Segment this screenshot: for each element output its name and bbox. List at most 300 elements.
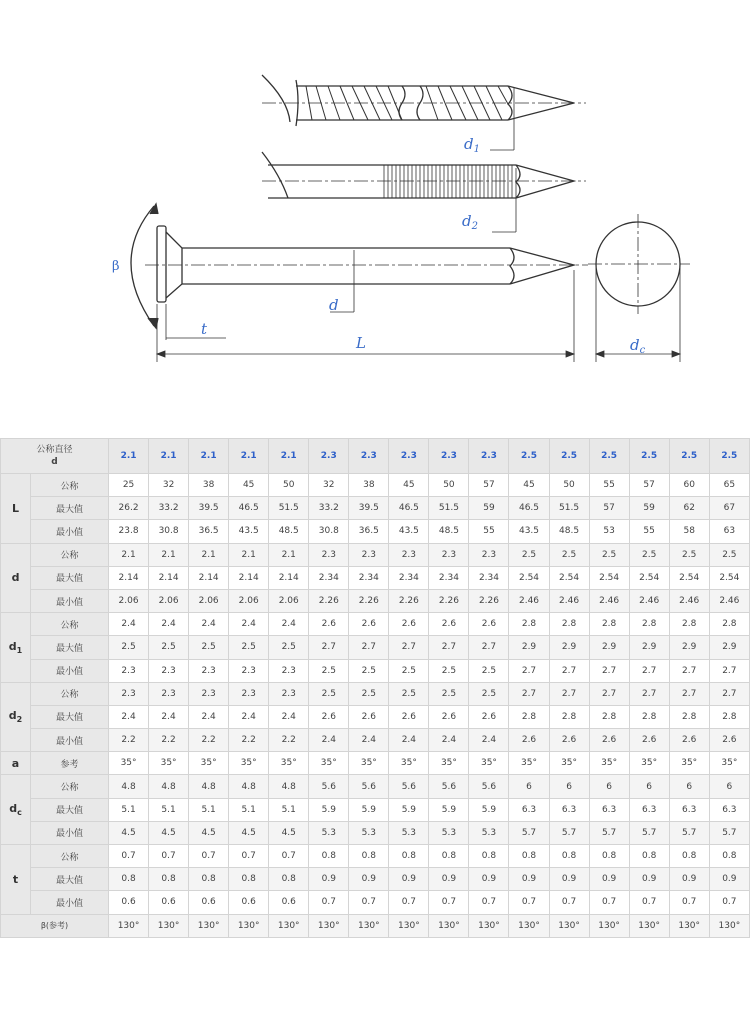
group-symbol-cell bbox=[1, 775, 31, 845]
value-cell: 2.5 bbox=[469, 682, 509, 705]
value-cell: 0.7 bbox=[109, 845, 149, 868]
value-cell: 35° bbox=[109, 752, 149, 775]
value-cell: 2.5 bbox=[349, 659, 389, 682]
value-cell: 48.5 bbox=[269, 520, 309, 543]
row-label-cell: 公称 bbox=[31, 845, 109, 868]
value-cell: 2.6 bbox=[589, 729, 629, 752]
value-cell: 55 bbox=[629, 520, 669, 543]
value-cell: 5.1 bbox=[149, 798, 189, 821]
size-header-cell: 2.5 bbox=[589, 439, 629, 474]
label-d: d bbox=[329, 296, 339, 314]
table-row bbox=[1, 474, 750, 497]
value-cell: 35° bbox=[589, 752, 629, 775]
value-cell: 5.9 bbox=[309, 798, 349, 821]
value-cell: 0.9 bbox=[709, 868, 749, 891]
value-cell: 4.8 bbox=[229, 775, 269, 798]
value-cell: 2.5 bbox=[669, 543, 709, 566]
value-cell: 2.7 bbox=[549, 682, 589, 705]
table-row bbox=[1, 682, 750, 705]
value-cell: 0.9 bbox=[389, 868, 429, 891]
value-cell: 2.7 bbox=[709, 659, 749, 682]
value-cell: 0.8 bbox=[149, 868, 189, 891]
value-cell: 2.54 bbox=[589, 566, 629, 589]
value-cell: 0.8 bbox=[229, 868, 269, 891]
value-cell: 2.54 bbox=[549, 566, 589, 589]
value-cell: 2.5 bbox=[109, 636, 149, 659]
value-cell: 35° bbox=[429, 752, 469, 775]
value-cell: 4.8 bbox=[269, 775, 309, 798]
value-cell: 0.9 bbox=[669, 868, 709, 891]
value-cell: 130° bbox=[109, 914, 149, 937]
value-cell: 130° bbox=[229, 914, 269, 937]
size-header-cell: 2.5 bbox=[549, 439, 589, 474]
value-cell: 2.7 bbox=[589, 682, 629, 705]
value-cell: 32 bbox=[149, 474, 189, 497]
value-cell: 2.3 bbox=[109, 682, 149, 705]
value-cell: 2.3 bbox=[429, 543, 469, 566]
value-cell: 0.8 bbox=[629, 845, 669, 868]
value-cell: 4.8 bbox=[189, 775, 229, 798]
table-row bbox=[1, 636, 750, 659]
value-cell: 2.6 bbox=[429, 705, 469, 728]
row-label-cell: 最小值 bbox=[31, 659, 109, 682]
value-cell: 5.9 bbox=[429, 798, 469, 821]
value-cell: 2.3 bbox=[269, 682, 309, 705]
value-cell: 0.7 bbox=[269, 845, 309, 868]
label-d2: $d_2$ bbox=[462, 212, 478, 232]
table-row bbox=[1, 659, 750, 682]
value-cell: 2.7 bbox=[709, 682, 749, 705]
value-cell: 35° bbox=[549, 752, 589, 775]
value-cell: 2.6 bbox=[709, 729, 749, 752]
value-cell: 2.06 bbox=[109, 589, 149, 612]
value-cell: 2.6 bbox=[389, 705, 429, 728]
group-symbol-cell bbox=[1, 543, 31, 613]
value-cell: 2.8 bbox=[549, 705, 589, 728]
value-cell: 25 bbox=[109, 474, 149, 497]
value-cell: 2.3 bbox=[469, 543, 509, 566]
value-cell: 2.9 bbox=[549, 636, 589, 659]
value-cell: 2.6 bbox=[349, 613, 389, 636]
value-cell: 0.9 bbox=[629, 868, 669, 891]
value-cell: 2.06 bbox=[149, 589, 189, 612]
value-cell: 0.7 bbox=[509, 891, 549, 914]
value-cell: 2.1 bbox=[269, 543, 309, 566]
value-cell: 2.14 bbox=[269, 566, 309, 589]
value-cell: 2.7 bbox=[389, 636, 429, 659]
value-cell: 2.06 bbox=[269, 589, 309, 612]
value-cell: 2.8 bbox=[669, 705, 709, 728]
group-symbol-cell bbox=[1, 752, 31, 775]
value-cell: 48.5 bbox=[549, 520, 589, 543]
value-cell: 2.2 bbox=[229, 729, 269, 752]
value-cell: 2.4 bbox=[269, 613, 309, 636]
table-row bbox=[1, 705, 750, 728]
value-cell: 5.3 bbox=[309, 821, 349, 844]
value-cell: 2.5 bbox=[149, 636, 189, 659]
value-cell: 2.4 bbox=[389, 729, 429, 752]
value-cell: 2.14 bbox=[229, 566, 269, 589]
value-cell: 0.9 bbox=[549, 868, 589, 891]
value-cell: 2.1 bbox=[189, 543, 229, 566]
value-cell: 2.7 bbox=[509, 682, 549, 705]
value-cell: 2.7 bbox=[629, 659, 669, 682]
value-cell: 35° bbox=[229, 752, 269, 775]
label-L: L bbox=[356, 334, 366, 352]
value-cell: 67 bbox=[709, 497, 749, 520]
value-cell: 35° bbox=[669, 752, 709, 775]
value-cell: 2.5 bbox=[269, 636, 309, 659]
value-cell: 6 bbox=[589, 775, 629, 798]
row-label-cell: 最大值 bbox=[31, 868, 109, 891]
size-header-cell: 2.5 bbox=[509, 439, 549, 474]
value-cell: 50 bbox=[269, 474, 309, 497]
value-cell: 0.6 bbox=[229, 891, 269, 914]
value-cell: 2.7 bbox=[629, 682, 669, 705]
label-t: t bbox=[201, 320, 208, 338]
value-cell: 36.5 bbox=[349, 520, 389, 543]
group-symbol-cell bbox=[1, 845, 31, 915]
group-symbol-cell bbox=[1, 613, 31, 683]
value-cell: 0.6 bbox=[269, 891, 309, 914]
value-cell: 2.7 bbox=[429, 636, 469, 659]
value-cell: 57 bbox=[589, 497, 629, 520]
row-label-cell: 最小值 bbox=[31, 821, 109, 844]
value-cell: 5.6 bbox=[309, 775, 349, 798]
value-cell: 0.7 bbox=[469, 891, 509, 914]
value-cell: 6 bbox=[669, 775, 709, 798]
value-cell: 2.46 bbox=[709, 589, 749, 612]
value-cell: 2.8 bbox=[509, 705, 549, 728]
value-cell: 2.7 bbox=[669, 682, 709, 705]
value-cell: 38 bbox=[189, 474, 229, 497]
value-cell: 2.46 bbox=[629, 589, 669, 612]
value-cell: 5.7 bbox=[589, 821, 629, 844]
value-cell: 2.3 bbox=[149, 682, 189, 705]
value-cell: 5.6 bbox=[469, 775, 509, 798]
value-cell: 0.7 bbox=[309, 891, 349, 914]
value-cell: 33.2 bbox=[309, 497, 349, 520]
value-cell: 5.7 bbox=[709, 821, 749, 844]
value-cell: 48.5 bbox=[429, 520, 469, 543]
group-symbol-sub: 2 bbox=[16, 715, 23, 725]
value-cell: 130° bbox=[709, 914, 749, 937]
value-cell: 2.9 bbox=[669, 636, 709, 659]
value-cell: 2.3 bbox=[109, 659, 149, 682]
value-cell: 2.5 bbox=[709, 543, 749, 566]
value-cell: 130° bbox=[549, 914, 589, 937]
value-cell: 2.5 bbox=[469, 659, 509, 682]
value-cell: 5.3 bbox=[429, 821, 469, 844]
value-cell: 0.8 bbox=[669, 845, 709, 868]
row-label-cell: 公称 bbox=[31, 543, 109, 566]
value-cell: 57 bbox=[629, 474, 669, 497]
value-cell: 130° bbox=[149, 914, 189, 937]
value-cell: 2.4 bbox=[469, 729, 509, 752]
value-cell: 55 bbox=[469, 520, 509, 543]
table-row bbox=[1, 891, 750, 914]
table-row bbox=[1, 821, 750, 844]
value-cell: 0.7 bbox=[589, 891, 629, 914]
value-cell: 2.54 bbox=[669, 566, 709, 589]
value-cell: 2.4 bbox=[229, 613, 269, 636]
value-cell: 2.4 bbox=[149, 613, 189, 636]
value-cell: 6 bbox=[709, 775, 749, 798]
value-cell: 2.2 bbox=[109, 729, 149, 752]
value-cell: 2.6 bbox=[309, 613, 349, 636]
value-cell: 2.34 bbox=[309, 566, 349, 589]
value-cell: 0.9 bbox=[509, 868, 549, 891]
row-label-cell: 公称 bbox=[31, 775, 109, 798]
value-cell: 2.4 bbox=[429, 729, 469, 752]
table-corner-cell bbox=[1, 439, 109, 474]
value-cell: 2.6 bbox=[469, 705, 509, 728]
value-cell: 2.8 bbox=[629, 705, 669, 728]
value-cell: 6.3 bbox=[509, 798, 549, 821]
value-cell: 50 bbox=[429, 474, 469, 497]
value-cell: 59 bbox=[469, 497, 509, 520]
value-cell: 130° bbox=[189, 914, 229, 937]
label-dc: $d_c$ bbox=[630, 336, 646, 356]
value-cell: 6.3 bbox=[549, 798, 589, 821]
value-cell: 2.5 bbox=[389, 659, 429, 682]
value-cell: 0.7 bbox=[549, 891, 589, 914]
value-cell: 2.4 bbox=[189, 705, 229, 728]
group-symbol-sub: 1 bbox=[16, 646, 23, 655]
value-cell: 2.06 bbox=[229, 589, 269, 612]
table-row bbox=[1, 914, 750, 937]
value-cell: 0.7 bbox=[709, 891, 749, 914]
value-cell: 35° bbox=[149, 752, 189, 775]
value-cell: 0.6 bbox=[189, 891, 229, 914]
row-label-cell: 最小值 bbox=[31, 520, 109, 543]
value-cell: 2.54 bbox=[709, 566, 749, 589]
group-symbol-cell bbox=[1, 682, 31, 752]
value-cell: 58 bbox=[669, 520, 709, 543]
corner-label: 公称直径 bbox=[36, 445, 73, 455]
value-cell: 6.3 bbox=[669, 798, 709, 821]
table-row bbox=[1, 868, 750, 891]
value-cell: 43.5 bbox=[509, 520, 549, 543]
value-cell: 2.46 bbox=[589, 589, 629, 612]
size-header-cell: 2.5 bbox=[709, 439, 749, 474]
value-cell: 2.14 bbox=[189, 566, 229, 589]
value-cell: 2.8 bbox=[709, 613, 749, 636]
value-cell: 0.6 bbox=[149, 891, 189, 914]
value-cell: 2.1 bbox=[149, 543, 189, 566]
value-cell: 46.5 bbox=[389, 497, 429, 520]
value-cell: 2.3 bbox=[189, 682, 229, 705]
value-cell: 0.8 bbox=[509, 845, 549, 868]
value-cell: 2.2 bbox=[269, 729, 309, 752]
value-cell: 130° bbox=[629, 914, 669, 937]
group-symbol: d bbox=[11, 571, 20, 585]
value-cell: 2.7 bbox=[589, 659, 629, 682]
label-beta: β bbox=[112, 259, 120, 274]
value-cell: 4.5 bbox=[229, 821, 269, 844]
value-cell: 2.3 bbox=[229, 682, 269, 705]
value-cell: 130° bbox=[389, 914, 429, 937]
value-cell: 2.46 bbox=[509, 589, 549, 612]
value-cell: 2.8 bbox=[509, 613, 549, 636]
size-header-cell: 2.5 bbox=[669, 439, 709, 474]
value-cell: 130° bbox=[469, 914, 509, 937]
value-cell: 2.9 bbox=[589, 636, 629, 659]
value-cell: 130° bbox=[669, 914, 709, 937]
value-cell: 2.14 bbox=[149, 566, 189, 589]
value-cell: 2.5 bbox=[429, 682, 469, 705]
value-cell: 6.3 bbox=[589, 798, 629, 821]
size-header-cell: 2.1 bbox=[269, 439, 309, 474]
value-cell: 130° bbox=[309, 914, 349, 937]
value-cell: 2.1 bbox=[109, 543, 149, 566]
value-cell: 0.8 bbox=[549, 845, 589, 868]
value-cell: 2.46 bbox=[669, 589, 709, 612]
value-cell: 0.8 bbox=[189, 868, 229, 891]
value-cell: 4.5 bbox=[189, 821, 229, 844]
value-cell: 35° bbox=[509, 752, 549, 775]
value-cell: 4.8 bbox=[149, 775, 189, 798]
value-cell: 2.4 bbox=[109, 705, 149, 728]
size-header-cell: 2.3 bbox=[349, 439, 389, 474]
value-cell: 63 bbox=[709, 520, 749, 543]
value-cell: 5.6 bbox=[389, 775, 429, 798]
size-header-cell: 2.5 bbox=[629, 439, 669, 474]
value-cell: 43.5 bbox=[389, 520, 429, 543]
value-cell: 0.7 bbox=[349, 891, 389, 914]
value-cell: 5.7 bbox=[629, 821, 669, 844]
table-row bbox=[1, 798, 750, 821]
value-cell: 2.7 bbox=[509, 659, 549, 682]
table-row bbox=[1, 543, 750, 566]
value-cell: 55 bbox=[589, 474, 629, 497]
value-cell: 0.8 bbox=[269, 868, 309, 891]
value-cell: 60 bbox=[669, 474, 709, 497]
value-cell: 4.5 bbox=[269, 821, 309, 844]
value-cell: 2.6 bbox=[309, 705, 349, 728]
value-cell: 2.26 bbox=[469, 589, 509, 612]
value-cell: 5.7 bbox=[509, 821, 549, 844]
value-cell: 45 bbox=[509, 474, 549, 497]
value-cell: 2.6 bbox=[349, 705, 389, 728]
value-cell: 5.6 bbox=[349, 775, 389, 798]
value-cell: 0.9 bbox=[349, 868, 389, 891]
value-cell: 0.9 bbox=[589, 868, 629, 891]
group-symbol-cell bbox=[1, 474, 31, 544]
value-cell: 53 bbox=[589, 520, 629, 543]
value-cell: 0.7 bbox=[629, 891, 669, 914]
value-cell: 2.3 bbox=[349, 543, 389, 566]
value-cell: 6.3 bbox=[709, 798, 749, 821]
value-cell: 33.2 bbox=[149, 497, 189, 520]
value-cell: 0.7 bbox=[389, 891, 429, 914]
value-cell: 2.6 bbox=[509, 729, 549, 752]
value-cell: 30.8 bbox=[149, 520, 189, 543]
value-cell: 2.1 bbox=[229, 543, 269, 566]
value-cell: 2.3 bbox=[389, 543, 429, 566]
value-cell: 2.4 bbox=[149, 705, 189, 728]
value-cell: 2.4 bbox=[269, 705, 309, 728]
value-cell: 4.5 bbox=[109, 821, 149, 844]
value-cell: 45 bbox=[389, 474, 429, 497]
size-header-cell: 2.1 bbox=[189, 439, 229, 474]
value-cell: 2.26 bbox=[349, 589, 389, 612]
value-cell: 35° bbox=[629, 752, 669, 775]
row-label-cell: 公称 bbox=[31, 682, 109, 705]
value-cell: 0.9 bbox=[469, 868, 509, 891]
value-cell: 2.34 bbox=[429, 566, 469, 589]
group-symbol: a bbox=[11, 756, 20, 770]
value-cell: 26.2 bbox=[109, 497, 149, 520]
value-cell: 0.7 bbox=[189, 845, 229, 868]
value-cell: 2.06 bbox=[189, 589, 229, 612]
value-cell: 5.3 bbox=[349, 821, 389, 844]
value-cell: 2.5 bbox=[309, 682, 349, 705]
table-row bbox=[1, 729, 750, 752]
size-header-cell: 2.1 bbox=[149, 439, 189, 474]
value-cell: 0.8 bbox=[309, 845, 349, 868]
value-cell: 2.3 bbox=[269, 659, 309, 682]
value-cell: 2.8 bbox=[589, 705, 629, 728]
value-cell: 0.8 bbox=[429, 845, 469, 868]
value-cell: 50 bbox=[549, 474, 589, 497]
value-cell: 2.4 bbox=[349, 729, 389, 752]
value-cell: 32 bbox=[309, 474, 349, 497]
value-cell: 45 bbox=[229, 474, 269, 497]
value-cell: 2.5 bbox=[389, 682, 429, 705]
value-cell: 46.5 bbox=[229, 497, 269, 520]
group-symbol: L bbox=[11, 501, 19, 515]
value-cell: 0.7 bbox=[429, 891, 469, 914]
table-body bbox=[1, 474, 750, 938]
value-cell: 2.8 bbox=[549, 613, 589, 636]
row-label-cell: 最大值 bbox=[31, 798, 109, 821]
value-cell: 2.34 bbox=[389, 566, 429, 589]
value-cell: 2.5 bbox=[229, 636, 269, 659]
value-cell: 2.6 bbox=[669, 729, 709, 752]
value-cell: 35° bbox=[269, 752, 309, 775]
value-cell: 130° bbox=[589, 914, 629, 937]
value-cell: 2.3 bbox=[189, 659, 229, 682]
group-symbol: t bbox=[12, 872, 19, 886]
value-cell: 35° bbox=[309, 752, 349, 775]
row-label-cell: 最小值 bbox=[31, 891, 109, 914]
value-cell: 0.8 bbox=[469, 845, 509, 868]
value-cell: 2.8 bbox=[709, 705, 749, 728]
value-cell: 6 bbox=[509, 775, 549, 798]
value-cell: 6.3 bbox=[629, 798, 669, 821]
value-cell: 2.7 bbox=[669, 659, 709, 682]
value-cell: 2.8 bbox=[629, 613, 669, 636]
value-cell: 5.1 bbox=[189, 798, 229, 821]
value-cell: 51.5 bbox=[549, 497, 589, 520]
nail-technical-drawing bbox=[0, 0, 750, 400]
row-label-cell: β(参考) bbox=[1, 914, 109, 937]
value-cell: 0.7 bbox=[229, 845, 269, 868]
value-cell: 2.3 bbox=[149, 659, 189, 682]
nail-dimension-table bbox=[0, 438, 750, 938]
value-cell: 2.2 bbox=[189, 729, 229, 752]
value-cell: 0.8 bbox=[109, 868, 149, 891]
value-cell: 2.26 bbox=[429, 589, 469, 612]
value-cell: 5.1 bbox=[229, 798, 269, 821]
row-label-cell: 公称 bbox=[31, 474, 109, 497]
value-cell: 5.9 bbox=[469, 798, 509, 821]
value-cell: 2.4 bbox=[229, 705, 269, 728]
value-cell: 5.9 bbox=[349, 798, 389, 821]
corner-symbol: d bbox=[51, 457, 58, 467]
group-symbol: d bbox=[9, 802, 18, 816]
